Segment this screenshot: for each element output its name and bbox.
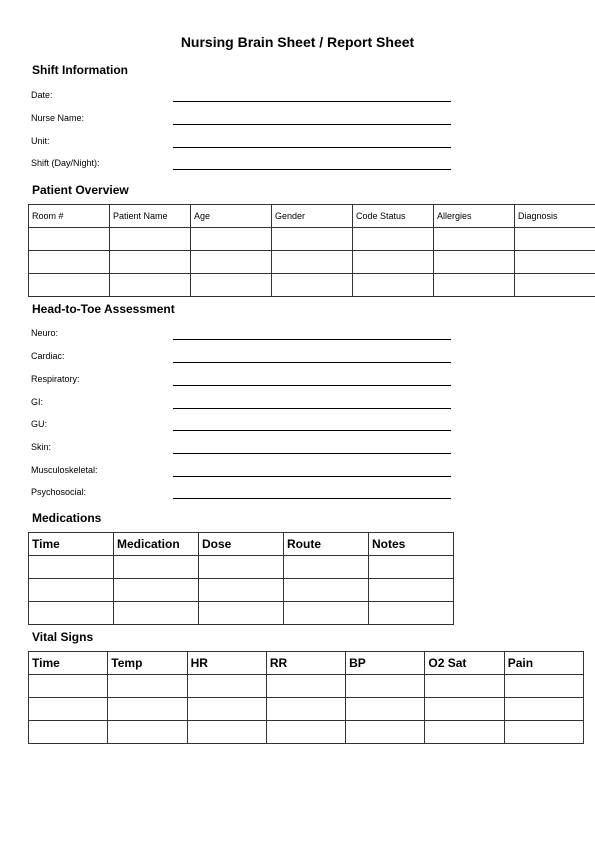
table-cell[interactable] <box>266 721 345 744</box>
nurse-name-field[interactable] <box>31 112 471 128</box>
date-label: Date: <box>31 90 53 100</box>
table-cell[interactable] <box>29 579 114 602</box>
table-cell[interactable] <box>29 274 110 297</box>
table-cell[interactable] <box>110 251 191 274</box>
date-input-line[interactable] <box>173 101 451 102</box>
column-header-diagnosis: Diagnosis <box>515 205 595 228</box>
table-cell[interactable] <box>108 675 187 698</box>
table-cell[interactable] <box>187 675 266 698</box>
unit-label: Unit: <box>31 136 50 146</box>
table-cell[interactable] <box>191 228 272 251</box>
table-cell[interactable] <box>29 602 114 625</box>
nurse-name-label: Nurse Name: <box>31 113 85 123</box>
table-cell[interactable] <box>369 579 454 602</box>
skin-input-line[interactable] <box>173 453 451 454</box>
table-row <box>29 274 595 297</box>
psychosocial-field[interactable] <box>31 486 471 502</box>
table-cell[interactable] <box>434 228 515 251</box>
table-cell[interactable] <box>434 251 515 274</box>
table-cell[interactable] <box>199 556 284 579</box>
table-cell[interactable] <box>515 251 595 274</box>
table-cell[interactable] <box>515 228 595 251</box>
column-header-bp: BP <box>346 652 425 675</box>
column-header-room: Room # <box>29 205 110 228</box>
respiratory-label: Respiratory: <box>31 374 80 384</box>
neuro-input-line[interactable] <box>173 339 451 340</box>
patient-overview-table <box>28 204 595 297</box>
column-header-gender: Gender <box>272 205 353 228</box>
table-cell[interactable] <box>272 228 353 251</box>
psychosocial-input-line[interactable] <box>173 498 451 499</box>
gi-field[interactable] <box>31 396 471 412</box>
table-row <box>29 579 454 602</box>
table-cell[interactable] <box>29 228 110 251</box>
gu-label: GU: <box>31 419 48 429</box>
column-header-o2-sat: O2 Sat <box>425 652 504 675</box>
table-cell[interactable] <box>272 251 353 274</box>
table-cell[interactable] <box>191 274 272 297</box>
gu-field[interactable] <box>31 418 471 434</box>
table-row <box>29 675 584 698</box>
table-cell[interactable] <box>108 698 187 721</box>
table-header-row <box>29 533 454 556</box>
skin-field[interactable] <box>31 441 471 457</box>
table-row <box>29 602 454 625</box>
table-cell[interactable] <box>346 675 425 698</box>
table-cell[interactable] <box>346 721 425 744</box>
neuro-label: Neuro: <box>31 328 59 338</box>
column-header-time: Time <box>29 533 114 556</box>
gi-input-line[interactable] <box>173 408 451 409</box>
table-cell[interactable] <box>353 274 434 297</box>
table-row <box>29 228 595 251</box>
table-cell[interactable] <box>425 675 504 698</box>
column-header-hr: HR <box>187 652 266 675</box>
table-cell[interactable] <box>504 675 583 698</box>
table-row <box>29 251 595 274</box>
table-cell[interactable] <box>515 274 595 297</box>
musculoskeletal-input-line[interactable] <box>173 476 451 477</box>
medications-heading: Medications <box>32 511 102 525</box>
musculoskeletal-label: Musculoskeletal: <box>31 465 98 475</box>
table-cell[interactable] <box>266 698 345 721</box>
table-cell[interactable] <box>425 698 504 721</box>
respiratory-input-line[interactable] <box>173 385 451 386</box>
date-field[interactable] <box>31 89 471 105</box>
table-row <box>29 721 584 744</box>
unit-field[interactable] <box>31 135 471 151</box>
medications-table <box>28 532 454 625</box>
neuro-field[interactable] <box>31 327 471 343</box>
nurse-name-input-line[interactable] <box>173 124 451 125</box>
patient-overview-heading: Patient Overview <box>32 183 129 197</box>
table-cell[interactable] <box>108 721 187 744</box>
column-header-time: Time <box>29 652 108 675</box>
gu-input-line[interactable] <box>173 430 451 431</box>
shift-information-heading: Shift Information <box>32 63 128 77</box>
column-header-allergies: Allergies <box>434 205 515 228</box>
table-cell[interactable] <box>284 556 369 579</box>
table-cell[interactable] <box>346 698 425 721</box>
table-cell[interactable] <box>284 579 369 602</box>
shift-label: Shift (Day/Night): <box>31 158 100 168</box>
column-header-pain: Pain <box>504 652 583 675</box>
table-cell[interactable] <box>29 251 110 274</box>
table-row <box>29 698 584 721</box>
assessment-heading: Head-to-Toe Assessment <box>32 302 175 316</box>
table-cell[interactable] <box>114 602 199 625</box>
shift-field[interactable] <box>31 157 471 173</box>
cardiac-input-line[interactable] <box>173 362 451 363</box>
table-cell[interactable] <box>425 721 504 744</box>
table-cell[interactable] <box>353 251 434 274</box>
table-cell[interactable] <box>29 721 108 744</box>
gi-label: GI: <box>31 397 44 407</box>
table-cell[interactable] <box>369 602 454 625</box>
table-cell[interactable] <box>266 675 345 698</box>
respiratory-field[interactable] <box>31 373 471 389</box>
table-cell[interactable] <box>353 228 434 251</box>
table-cell[interactable] <box>187 698 266 721</box>
table-row <box>29 556 454 579</box>
table-cell[interactable] <box>199 602 284 625</box>
table-cell[interactable] <box>272 274 353 297</box>
column-header-age: Age <box>191 205 272 228</box>
cardiac-label: Cardiac: <box>31 351 65 361</box>
table-cell[interactable] <box>187 721 266 744</box>
page-title: Nursing Brain Sheet / Report Sheet <box>180 34 415 50</box>
cardiac-field[interactable] <box>31 350 471 366</box>
table-cell[interactable] <box>29 675 108 698</box>
table-cell[interactable] <box>191 251 272 274</box>
unit-input-line[interactable] <box>173 147 451 148</box>
table-cell[interactable] <box>434 274 515 297</box>
table-cell[interactable] <box>504 721 583 744</box>
table-cell[interactable] <box>504 698 583 721</box>
column-header-route: Route <box>284 533 369 556</box>
column-header-rr: RR <box>266 652 345 675</box>
shift-input-line[interactable] <box>173 169 451 170</box>
table-header-row <box>29 205 595 228</box>
table-cell[interactable] <box>110 228 191 251</box>
musculoskeletal-field[interactable] <box>31 464 471 480</box>
table-header-row <box>29 652 584 675</box>
skin-label: Skin: <box>31 442 52 452</box>
table-cell[interactable] <box>369 556 454 579</box>
column-header-code-status: Code Status <box>353 205 434 228</box>
column-header-temp: Temp <box>108 652 187 675</box>
column-header-notes: Notes <box>369 533 454 556</box>
table-cell[interactable] <box>114 579 199 602</box>
table-cell[interactable] <box>199 579 284 602</box>
column-header-patient-name: Patient Name <box>110 205 191 228</box>
table-cell[interactable] <box>114 556 199 579</box>
vital-signs-heading: Vital Signs <box>32 630 94 644</box>
psychosocial-label: Psychosocial: <box>31 487 87 497</box>
column-header-dose: Dose <box>199 533 284 556</box>
table-cell[interactable] <box>284 602 369 625</box>
table-cell[interactable] <box>110 274 191 297</box>
column-header-medication: Medication <box>114 533 199 556</box>
table-cell[interactable] <box>29 556 114 579</box>
table-cell[interactable] <box>29 698 108 721</box>
vital-signs-table <box>28 651 584 744</box>
